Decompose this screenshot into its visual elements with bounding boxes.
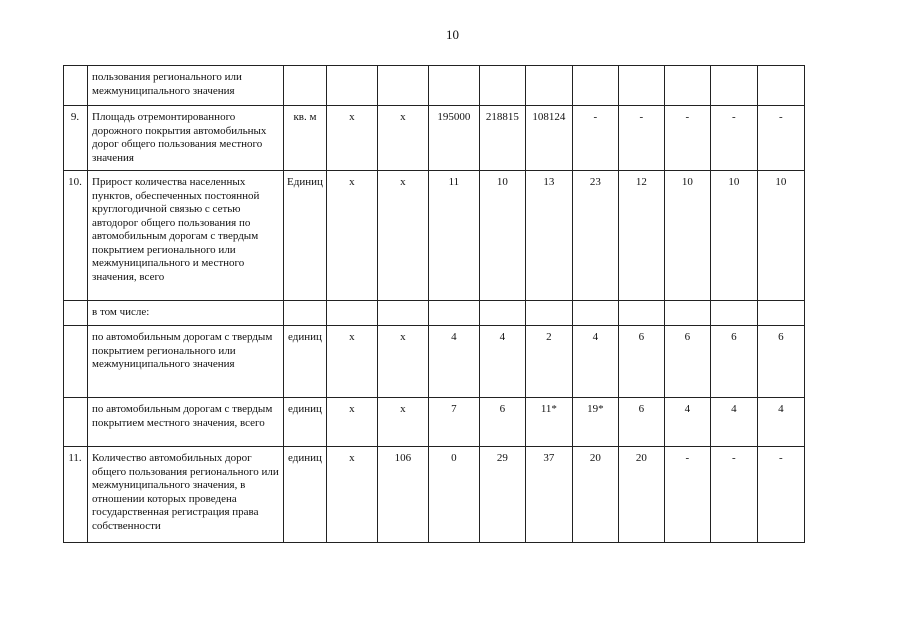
- value-cell: [572, 66, 618, 106]
- unit-cell: единиц: [284, 447, 327, 543]
- value-cell: -: [757, 106, 804, 171]
- value-cell: 13: [525, 171, 572, 301]
- value-cell: 6: [618, 326, 664, 398]
- value-cell: 4: [757, 398, 804, 447]
- indicator-description: Количество автомобильных дорог общего пользования регионального или межмуниципального значения, в отношении которых проведена государственная регистрация права собственности: [88, 447, 284, 543]
- unit-cell: кв. м: [284, 106, 327, 171]
- table-body: [64, 66, 805, 543]
- indicators-table: [63, 65, 805, 543]
- value-cell: х: [377, 398, 428, 447]
- value-cell: [757, 66, 804, 106]
- value-cell: [618, 66, 664, 106]
- indicator-description: Площадь отремонтированного дорожного покрытия автомобильных дорог общего пользования местного значения: [88, 106, 284, 171]
- value-cell: 11: [428, 171, 479, 301]
- value-cell: [572, 301, 618, 326]
- value-cell: 195000: [428, 106, 479, 171]
- value-cell: х: [326, 106, 377, 171]
- value-cell: 0: [428, 447, 479, 543]
- value-cell: 6: [757, 326, 804, 398]
- value-cell: х: [326, 171, 377, 301]
- table-row: [64, 66, 805, 106]
- value-cell: 19*: [572, 398, 618, 447]
- value-cell: 4: [710, 398, 757, 447]
- row-number: [64, 326, 88, 398]
- value-cell: 10: [479, 171, 525, 301]
- unit-cell: [284, 66, 327, 106]
- unit-cell: Единиц: [284, 171, 327, 301]
- value-cell: 20: [572, 447, 618, 543]
- value-cell: -: [757, 447, 804, 543]
- value-cell: [525, 301, 572, 326]
- value-cell: 6: [618, 398, 664, 447]
- value-cell: х: [326, 447, 377, 543]
- indicator-description: пользования регионального или межмуниципального значения: [88, 66, 284, 106]
- value-cell: [757, 301, 804, 326]
- value-cell: [377, 66, 428, 106]
- value-cell: 10: [710, 171, 757, 301]
- value-cell: 6: [710, 326, 757, 398]
- value-cell: [479, 301, 525, 326]
- value-cell: [428, 66, 479, 106]
- table-row: [64, 171, 805, 301]
- value-cell: 11*: [525, 398, 572, 447]
- value-cell: [377, 301, 428, 326]
- value-cell: х: [326, 398, 377, 447]
- row-number: [64, 398, 88, 447]
- value-cell: 2: [525, 326, 572, 398]
- value-cell: 37: [525, 447, 572, 543]
- indicator-description: в том числе:: [88, 301, 284, 326]
- value-cell: -: [710, 106, 757, 171]
- value-cell: х: [377, 171, 428, 301]
- value-cell: [326, 66, 377, 106]
- table-row: [64, 106, 805, 171]
- unit-cell: единиц: [284, 326, 327, 398]
- value-cell: 20: [618, 447, 664, 543]
- value-cell: -: [664, 106, 710, 171]
- value-cell: [326, 301, 377, 326]
- value-cell: 4: [479, 326, 525, 398]
- row-number: [64, 66, 88, 106]
- value-cell: [525, 66, 572, 106]
- row-number: 9.: [64, 106, 88, 171]
- value-cell: [428, 301, 479, 326]
- value-cell: [479, 66, 525, 106]
- value-cell: х: [326, 326, 377, 398]
- value-cell: 7: [428, 398, 479, 447]
- table-row: [64, 301, 805, 326]
- unit-cell: единиц: [284, 398, 327, 447]
- value-cell: 4: [428, 326, 479, 398]
- table-row: [64, 326, 805, 398]
- row-number: [64, 301, 88, 326]
- value-cell: 106: [377, 447, 428, 543]
- value-cell: 10: [664, 171, 710, 301]
- value-cell: -: [664, 447, 710, 543]
- value-cell: 29: [479, 447, 525, 543]
- value-cell: х: [377, 326, 428, 398]
- value-cell: -: [710, 447, 757, 543]
- value-cell: 10: [757, 171, 804, 301]
- value-cell: -: [618, 106, 664, 171]
- row-number: 10.: [64, 171, 88, 301]
- value-cell: [710, 66, 757, 106]
- value-cell: 6: [664, 326, 710, 398]
- value-cell: [664, 301, 710, 326]
- table-row: [64, 447, 805, 543]
- indicator-description: по автомобильным дорогам с твердым покрытием местного значения, всего: [88, 398, 284, 447]
- value-cell: [664, 66, 710, 106]
- page-number: 10: [446, 27, 459, 42]
- value-cell: [618, 301, 664, 326]
- value-cell: х: [377, 106, 428, 171]
- value-cell: -: [572, 106, 618, 171]
- value-cell: 23: [572, 171, 618, 301]
- value-cell: 218815: [479, 106, 525, 171]
- value-cell: 6: [479, 398, 525, 447]
- value-cell: 12: [618, 171, 664, 301]
- unit-cell: [284, 301, 327, 326]
- value-cell: [710, 301, 757, 326]
- value-cell: 4: [664, 398, 710, 447]
- row-number: 11.: [64, 447, 88, 543]
- table-row: [64, 398, 805, 447]
- indicator-description: Прирост количества населенных пунктов, обеспеченных постоянной круглогодичной связью с сетью автодорог общего пользования по автомобильным дорогам с твердым покрытием регионального или межмуниципального и местного значения, всего: [88, 171, 284, 301]
- value-cell: 108124: [525, 106, 572, 171]
- indicator-description: по автомобильным дорогам с твердым покрытием регионального или межмуниципального значения: [88, 326, 284, 398]
- value-cell: 4: [572, 326, 618, 398]
